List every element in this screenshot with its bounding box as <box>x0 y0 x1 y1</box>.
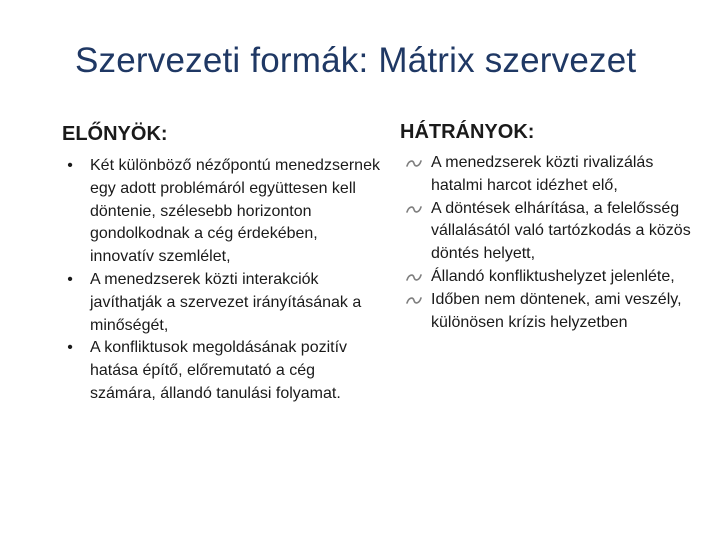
disadvantage-text: Állandó konfliktushelyzet jelenléte, <box>431 267 675 285</box>
disadvantage-text: Időben nem döntenek, ami veszély, különösen krízis helyzetben <box>431 290 682 331</box>
swirl-bullet-icon <box>403 289 425 312</box>
swirl-bullet-icon <box>403 152 425 175</box>
disadvantages-heading: HÁTRÁNYOK: <box>400 121 535 143</box>
disadvantages-list <box>407 152 697 334</box>
list-item <box>407 152 697 198</box>
disadvantage-text: A menedzserek közti rivalizálás hatalmi harcot idézhet elő, <box>431 154 654 194</box>
list-item <box>60 269 380 337</box>
advantage-text: Két különböző nézőpontú menedzsernek egy adott problémáról együttesen kell döntenie, szélesebb horizonton gondolkodnak a cég érdekében, innovatív szemlélet, <box>90 157 380 266</box>
advantages-heading: ELŐNYÖK: <box>62 123 168 145</box>
advantages-list <box>60 155 380 406</box>
bullet-dot-icon: • <box>67 339 73 357</box>
list-item <box>60 337 380 405</box>
bullet-dot-icon: • <box>67 270 73 288</box>
list-item <box>407 289 697 335</box>
advantage-text: A konfliktusok megoldásának pozitív hatása építő, előremutató a cég számára, állandó tanulási folyamat. <box>90 339 348 402</box>
list-item <box>407 266 697 289</box>
slide-title: Szervezeti formák: Mátrix szervezet <box>75 41 637 80</box>
bullet-dot-icon: • <box>67 157 73 174</box>
swirl-bullet-icon <box>403 266 425 289</box>
advantage-text: A menedzserek közti interakciók javíthatják a szervezet irányításának a minőségét, <box>90 270 362 334</box>
disadvantage-text: A döntések elhárítása, a felelősség vállalásától való tartózkodás a közös döntés helyett, <box>431 199 691 263</box>
swirl-bullet-icon <box>403 198 425 221</box>
list-item <box>407 198 697 266</box>
list-item <box>60 155 380 269</box>
